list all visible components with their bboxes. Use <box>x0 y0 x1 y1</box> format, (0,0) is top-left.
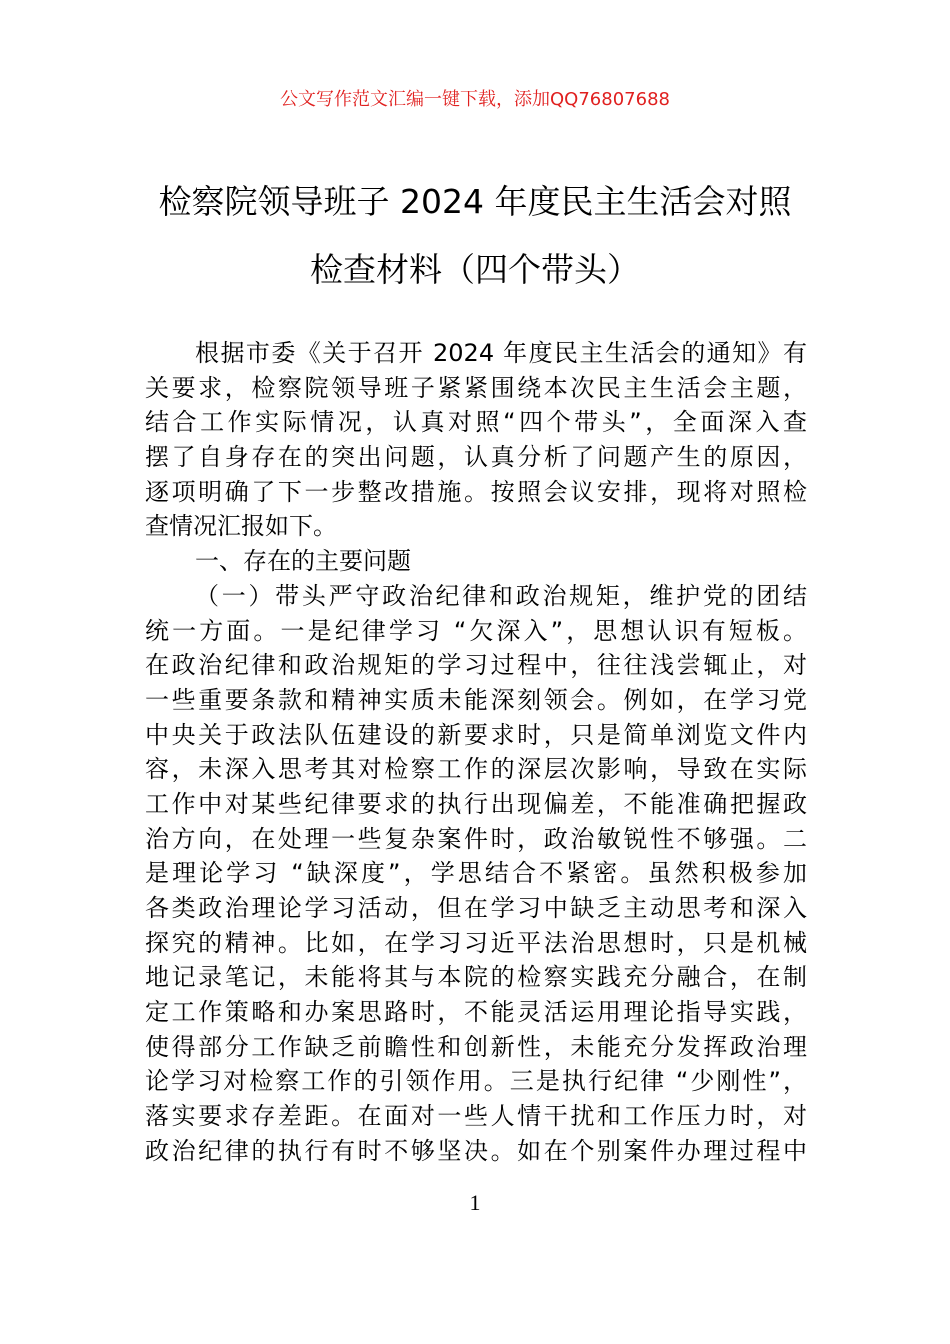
body-line: 中央关于政法队伍建设的新要求时，只是简单浏览文件内 <box>145 720 807 749</box>
body-line: 摆了自身存在的突出问题，认真分析了问题产生的原因， <box>145 443 807 472</box>
document-title-line-2: 检查材料（四个带头） <box>310 250 640 289</box>
body-line: 定工作策略和办案思路时，不能灵活运用理论指导实践， <box>145 998 807 1027</box>
body-line: 各类政治理论学习活动，但在学习中缺乏主动思考和深入 <box>145 894 807 922</box>
body-line: 查情况汇报如下。 <box>145 512 337 541</box>
body-line: （一）带头严守政治纪律和政治规矩，维护党的团结 <box>195 581 807 610</box>
body-line: 政治纪律的执行有时不够坚决。如在个别案件办理过程中 <box>145 1136 807 1165</box>
body-line: 工作中对某些纪律要求的执行出现偏差，不能准确把握政 <box>145 789 807 818</box>
body-line: 逐项明确了下一步整改措施。按照会议安排，现将对照检 <box>145 477 807 506</box>
body-line: 是理论学习 “缺深度”，学思结合不紧密。虽然积极参加 <box>145 859 807 888</box>
body-line: 落实要求存差距。在面对一些人情干扰和工作压力时，对 <box>145 1102 807 1131</box>
download-notice: 公文写作范文汇编一键下载，添加QQ76807688 <box>280 89 670 110</box>
body-line: 统一方面。一是纪律学习 “欠深入”，思想认识有短板。 <box>145 616 807 645</box>
body-line: 论学习对检察工作的引领作用。三是执行纪律 “少刚性”， <box>145 1067 807 1096</box>
document-title-line-1: 检察院领导班子 2024 年度民主生活会对照 <box>158 182 792 221</box>
body-line: 一些重要条款和精神实质未能深刻领会。例如，在学习党 <box>145 685 807 714</box>
body-line: 关要求，检察院领导班子紧紧围绕本次民主生活会主题， <box>145 373 807 402</box>
document-body <box>145 336 807 1169</box>
body-line: 容，未深入思考其对检察工作的深层次影响，导致在实际 <box>145 755 807 784</box>
body-line: 探究的精神。比如，在学习习近平法治思想时，只是机械 <box>145 928 807 957</box>
body-line: 治方向，在处理一些复杂案件时，政治敏锐性不够强。二 <box>145 824 807 853</box>
section-heading: 一、存在的主要问题 <box>195 547 411 576</box>
body-line: 在政治纪律和政治规矩的学习过程中，往往浅尝辄止，对 <box>145 651 807 680</box>
body-line: 结合工作实际情况，认真对照“四个带头”，全面深入查 <box>145 408 807 437</box>
body-line: 地记录笔记，未能将其与本院的检察实践充分融合，在制 <box>145 963 807 992</box>
body-line: 根据市委《关于召开 2024 年度民主生活会的通知》有 <box>195 339 807 367</box>
body-line: 使得部分工作缺乏前瞻性和创新性，未能充分发挥政治理 <box>145 1032 807 1061</box>
page-number: 1 <box>469 1190 481 1215</box>
